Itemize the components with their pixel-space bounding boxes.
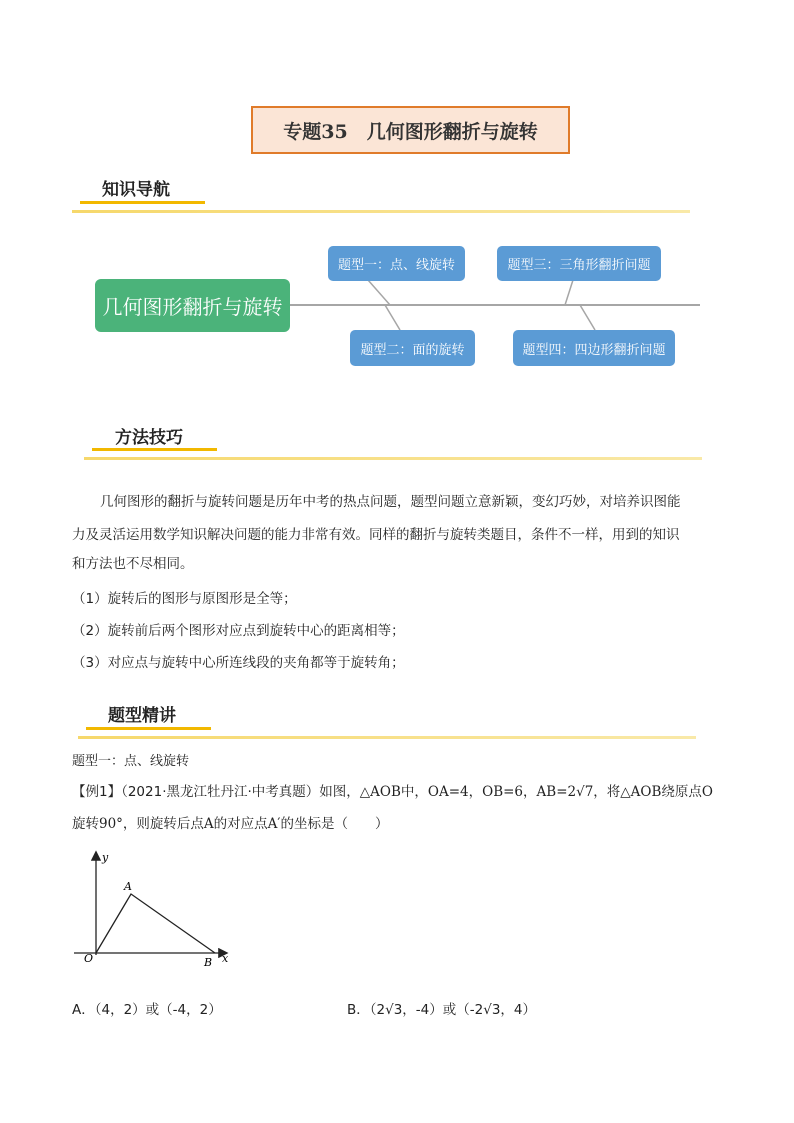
option-a: A．（4，2）或（-4，2） [72,1002,222,1018]
triangle-aob [96,894,215,953]
method-point-2: （2）旋转前后两个图形对应点到旋转中心的距离相等； [72,623,405,639]
section-divider [78,736,696,739]
triangle-figure [70,845,240,975]
method-paragraph-line: 和方法也不尽相同。 [72,556,194,572]
section-title-nav: 知识导航 [102,180,170,200]
mindmap-connector [368,280,390,305]
point-a-label: A [124,880,132,893]
mindmap-connector [580,305,595,330]
example-question-line-1: 如图，△AOB中，OA=4，OB=6，AB=2√7，将△AOB绕原点O [319,784,713,800]
point-o-label: O [84,952,94,965]
method-point-1: （1）旋转后的图形与原图形是全等； [72,591,297,607]
option-b: B．（2√3，-4）或（-2√3，4） [347,1002,536,1018]
mindmap-branch-4: 题型四：四边形翻折问题 [513,330,675,366]
mindmap-branch-2: 题型二：面的旋转 [350,330,475,366]
mindmap-connector [385,305,400,330]
section-title-types: 题型精讲 [108,706,176,726]
section-underline [86,727,211,730]
page-title: 专题35 几何图形翻折与旋转 [251,106,570,154]
section-underline [80,201,205,204]
type-label: 题型一：点、线旋转 [72,754,190,769]
point-b-label: B [204,956,213,969]
method-paragraph-line: 力及灵活运用数学知识解决问题的能力非常有效。同样的翻折与旋转类题目，条件不一样，用到的知识 [72,527,680,543]
example-line-1 [72,780,713,800]
method-paragraph-line: 几何图形的翻折与旋转问题是历年中考的热点问题，题型问题立意新颖，变幻巧妙，对培养识图能 [100,494,681,510]
mindmap-root: 几何图形翻折与旋转 [95,279,290,332]
mindmap-branch-1: 题型一：点、线旋转 [328,246,465,281]
section-divider [72,210,690,213]
x-axis-label: x [222,952,229,965]
mindmap-branch-3: 题型三：三角形翻折问题 [497,246,661,281]
mindmap-connector [565,280,573,305]
method-point-3: （3）对应点与旋转中心所连线段的夹角都等于旋转角； [72,655,405,671]
example-source: （2021·黑龙江牡丹江·中考真题） [121,784,320,800]
example-tag: 【例1】 [72,784,122,800]
section-divider [84,457,702,460]
example-question-line-2: 旋转90°，则旋转后点A的对应点A′的坐标是（ ） [72,816,389,832]
section-underline [92,448,217,451]
section-title-method: 方法技巧 [115,428,183,448]
y-axis-label: y [102,851,109,864]
